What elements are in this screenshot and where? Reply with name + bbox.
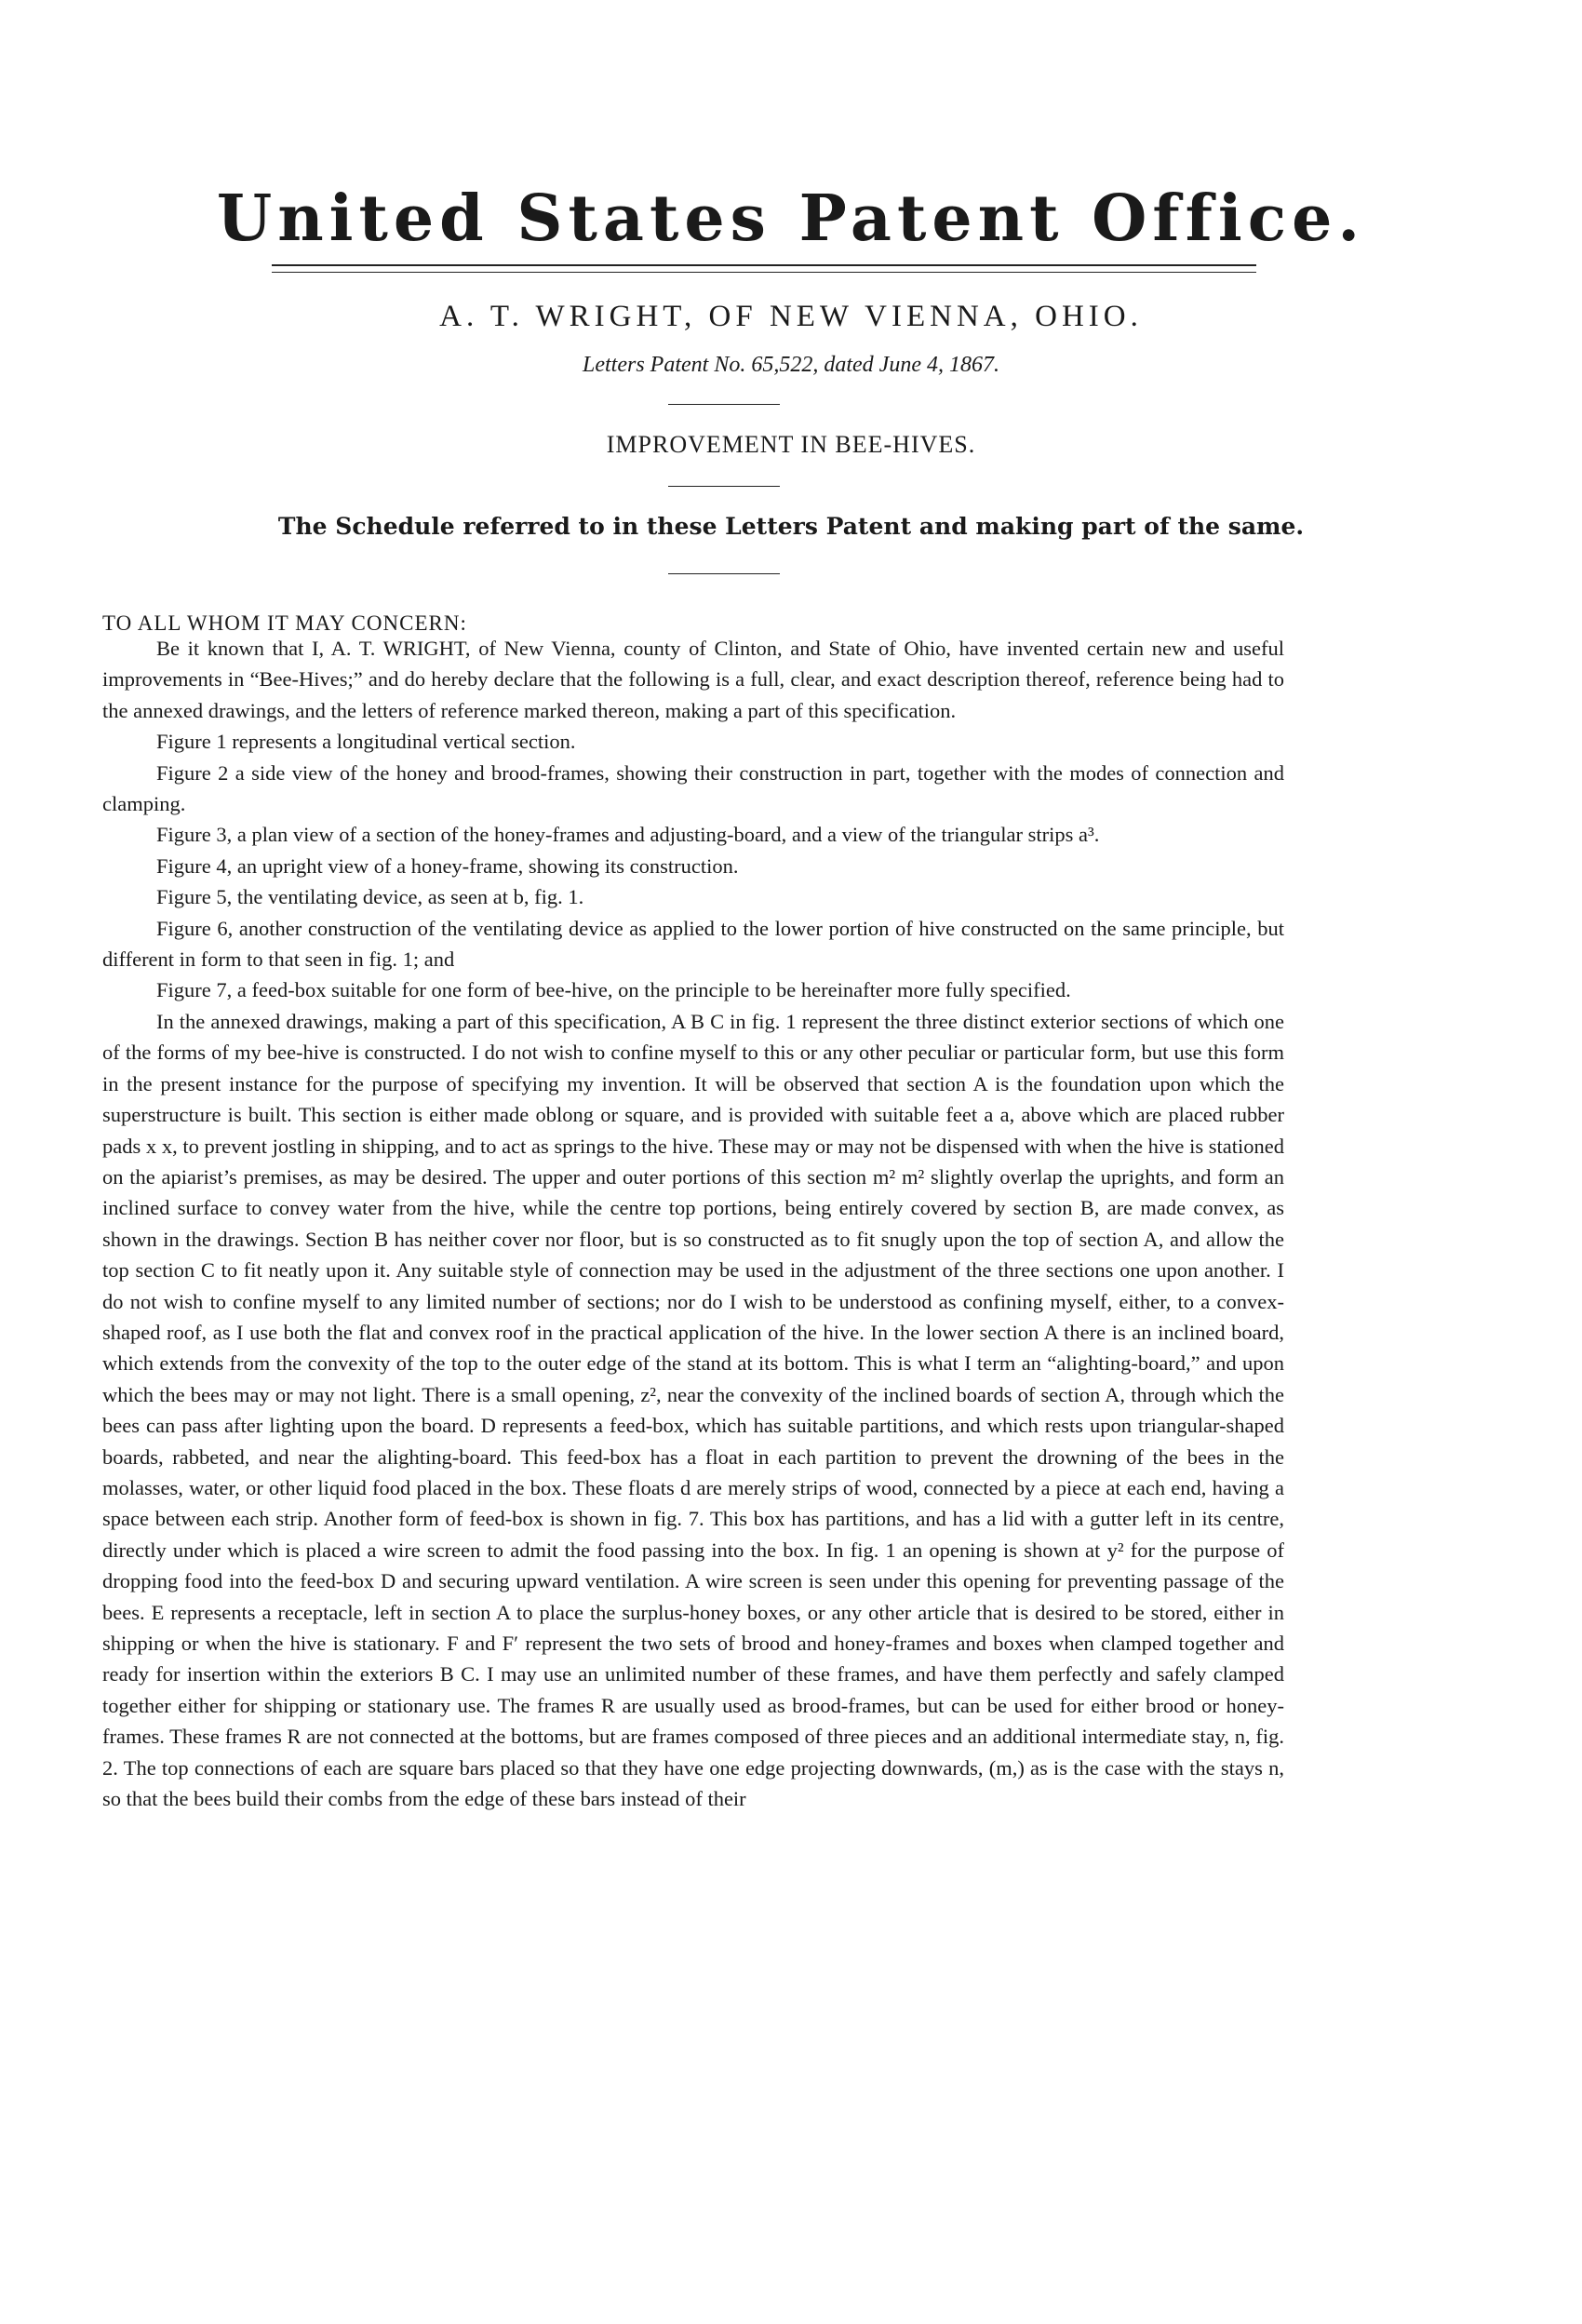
paragraph-figure-5: Figure 5, the ventilating device, as seen at b, fig. 1. [156, 885, 584, 909]
paragraph-figure-6: Figure 6, another construction of the ventilating device as applied to the lower portion of hive constructed on the same principle, but different in form to that seen in fig. 1; and [102, 916, 1284, 972]
title-rule-thick [272, 264, 1256, 266]
paragraph-figure-1: Figure 1 represents a longitudinal vertical section. [156, 730, 576, 754]
schedule-line: The Schedule referred to in these Letters Patent and making part of the same. [277, 513, 1305, 540]
office-title: United States Patent Office. [216, 181, 1366, 256]
paragraph-figure-3: Figure 3, a plan view of a section of the honey-frames and adjusting-board, and a view of the triangular strips a³. [156, 823, 1100, 847]
paragraph-description: In the annexed drawings, making a part of this specification, A B C in fig. 1 represent the three distinct exterior sections of which one of the forms of my bee-hive is constructed. I do not wish to confine myself to this or any other peculiar or particular form, but use this form in the present instance for the purpose of specifying my invention. It will be observed that section A is the foundation upon which the superstructure is built. This section is either made oblong or square, and is provided with suitable feet a a, above which are placed rubber pads x x, to prevent jostling in shipping, and to act as springs to the hive. These may or may not be dispensed with when the hive is stationed on the apiarist’s premises, as may be desired. The upper and outer portions of this section m² m² slightly overlap the uprights, and form an inclined surface to convey water from the hive, while the centre top portions, being entirely covered by section B, are made convex, as shown in the drawings. Section B has neither cover nor floor, but is so constructed as to fit snugly upon the top of section A, and allow the top section C to fit neatly upon it. Any suitable style of connection may be used in the adjustment of the three sections one upon another. I do not wish to confine myself to any limited number of sections; nor do I wish to be understood as confining myself, either, to a convex-shaped roof, as I use both the flat and convex roof in the practical application of the hive. In the lower section A there is an inclined board, which extends from the convexity of the top to the outer edge of the stand at its bottom. This is what I term an “alighting-board,” and upon which the bees may or may not light. There is a small opening, z², near the convexity of the inclined boards of section A, through which the bees can pass after lighting upon the board. D represents a feed-box, which has suitable partitions, and which rests upon triangular-shaped boards, rabbeted, and near the alighting-board. This feed-box has a float in each partition to prevent the drowning of the bees in the molasses, water, or other liquid food placed in the box. These floats d are merely strips of wood, connected by a piece at each end, having a space between each strip. Another form of feed-box is shown in fig. 7. This box has partitions, and has a lid with a gutter left in its centre, directly under which is placed a wire screen to admit the food passing into the box. In fig. 1 an opening is shown at y² for the purpose of dropping food into the feed-box D and securing upward ventilation. A wire screen is seen under this opening for preventing passage of the bees. E represents a receptacle, left in section A to place the surplus-honey boxes, or any other article that is desired to be stored, either in shipping or when the hive is stationary. F and F′ represent the two sets of brood and honey-frames and boxes when clamped together and ready for insertion within the exteriors B C. I may use an unlimited number of these frames, and have them perfectly and safely clamped together either for shipping or stationary use. The frames R are usually used as brood-frames, but can be used for either brood or honey-frames. These frames R are not connected at the bottoms, but are frames composed of three pieces and an additional intermediate stay, n, fig. 2. The top connections of each are square bars placed so that they have one edge projecting downwards, (m,) as is the case with the stays n, so that the bees build their combs from the edge of these bars instead of their [102, 1009, 1284, 1811]
divider-1 [668, 404, 780, 405]
divider-3 [668, 573, 780, 574]
paragraph-intro: Be it known that I, A. T. WRIGHT, of New Vienna, county of Clinton, and State of Ohio, have invented certain new and useful improvements in “Bee-Hives;” and do hereby declare that the following is a full, clear, and exact description thereof, reference being had to the annexed drawings, and the letters of reference marked thereon, making a part of this specification. [102, 637, 1284, 722]
divider-2 [668, 486, 780, 487]
paragraph-figure-7: Figure 7, a feed-box suitable for one form of bee-hive, on the principle to be hereinafter more fully specified. [156, 978, 1071, 1002]
patent-number-line: Letters Patent No. 65,522, dated June 4, 1867. [583, 353, 999, 377]
inventor-line: A. T. WRIGHT, OF NEW VIENNA, OHIO. [439, 300, 1143, 333]
title-rule-thin [272, 272, 1256, 273]
paragraph-figure-4: Figure 4, an upright view of a honey-frame, showing its construction. [156, 853, 739, 878]
improvement-title: IMPROVEMENT IN BEE-HIVES. [606, 431, 976, 458]
specification-body [102, 633, 1284, 1814]
paragraph-figure-2: Figure 2 a side view of the honey and brood-frames, showing their construction in part, together with the modes of connection and clamping. [102, 760, 1284, 816]
salutation: TO ALL WHOM IT MAY CONCERN: [102, 611, 467, 635]
